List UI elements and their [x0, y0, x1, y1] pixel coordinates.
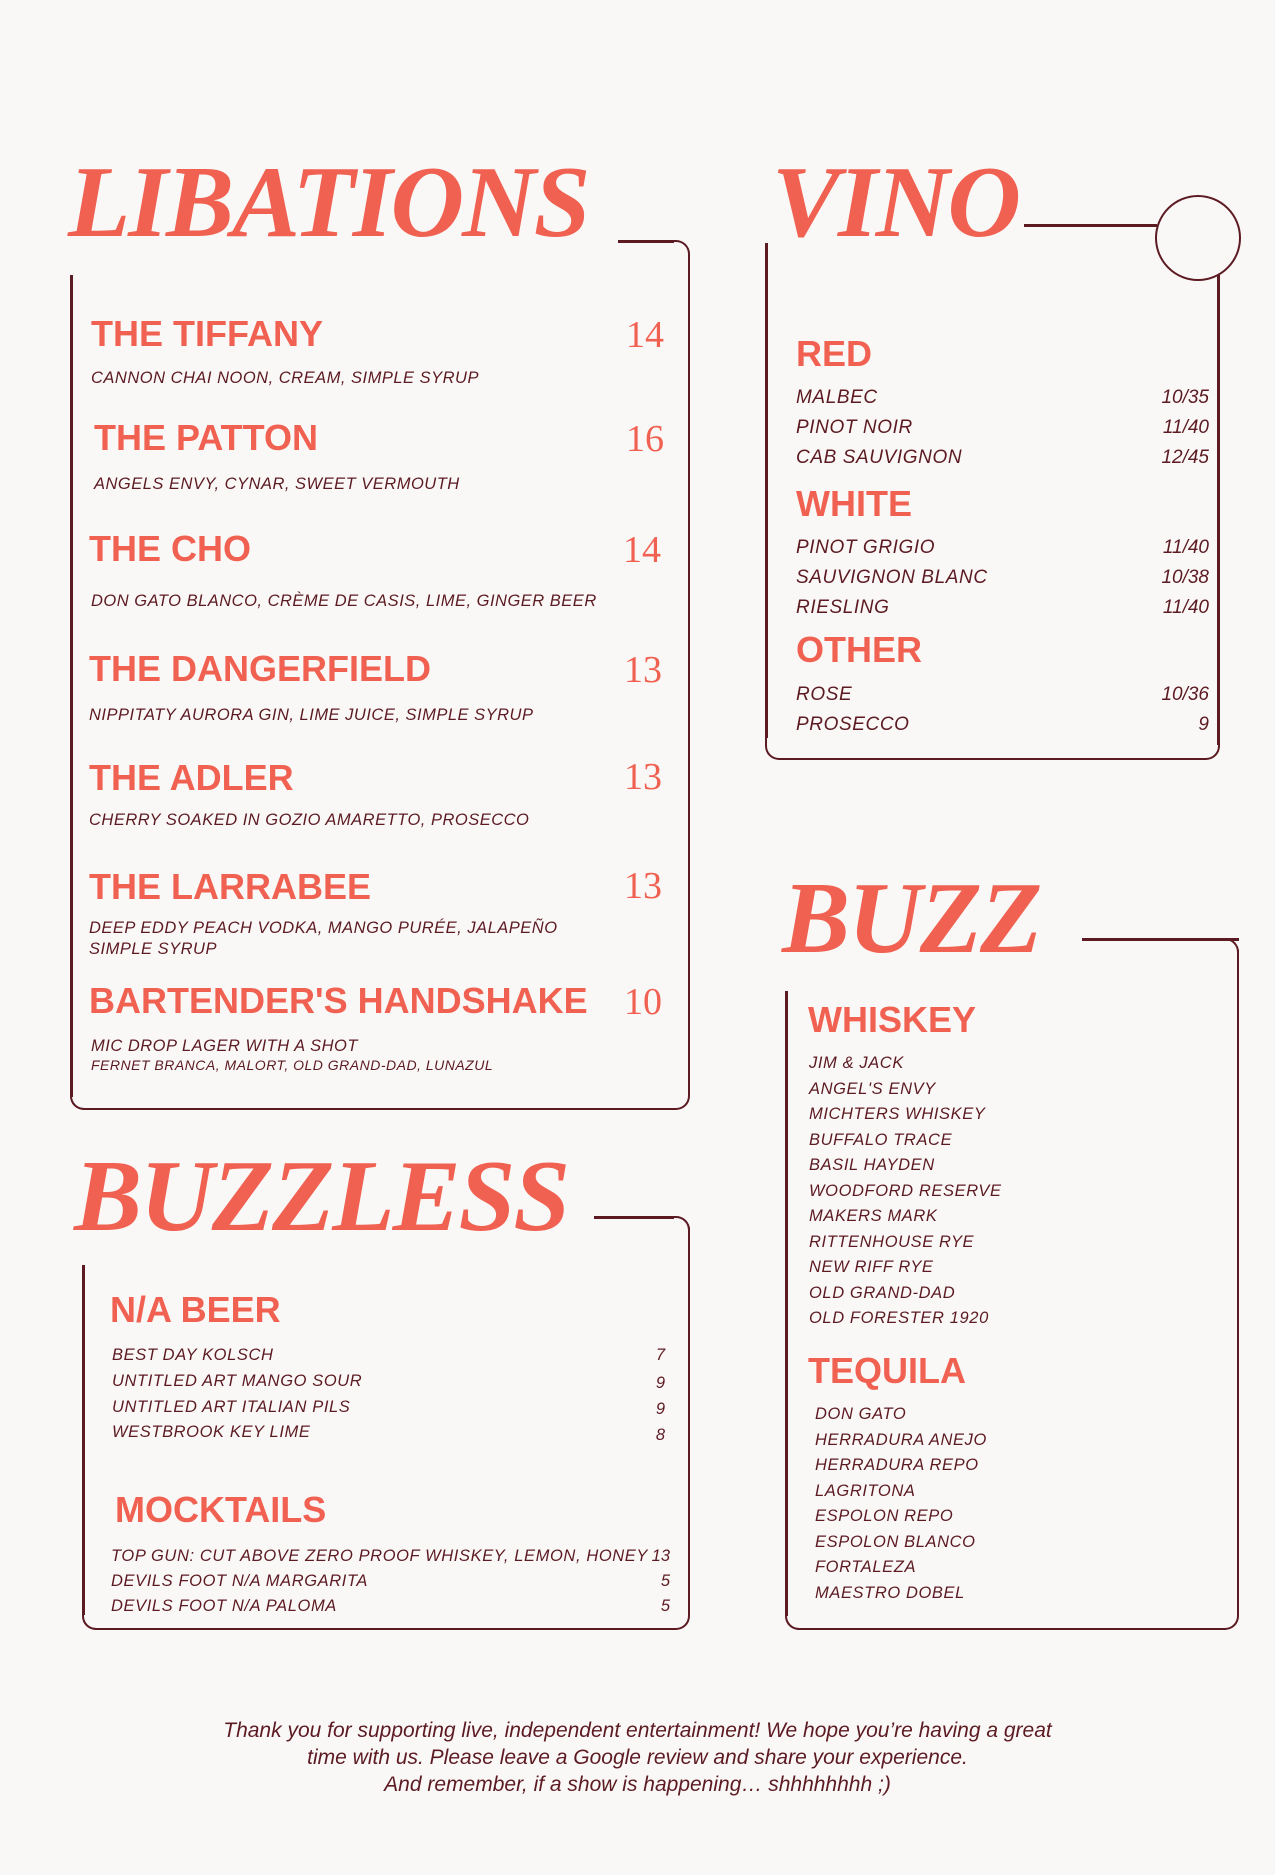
- mocktail-name: TOP GUN: CUT ABOVE ZERO PROOF WHISKEY, LEMON, HONEY: [111, 1547, 648, 1565]
- wine-name: PINOT NOIR: [796, 417, 913, 438]
- buzz-title: BUZZ: [782, 862, 1041, 975]
- na-beer-price: 8: [655, 1426, 665, 1444]
- cocktail-desc: ANGELS ENVY, CYNAR, SWEET VERMOUTH: [94, 475, 460, 493]
- tequila-heading: TEQUILA: [808, 1350, 966, 1391]
- vino-frame-top: [1024, 224, 1157, 227]
- whiskey-item: OLD FORESTER 1920: [809, 1309, 989, 1327]
- wine-price: 12/45: [1161, 447, 1209, 468]
- whiskey-item: MICHTERS WHISKEY: [809, 1105, 986, 1123]
- other-heading: OTHER: [796, 629, 922, 670]
- vino-frame-right: [1217, 275, 1220, 745]
- red-heading: RED: [796, 333, 873, 374]
- mocktails-heading: MOCKTAILS: [115, 1489, 327, 1530]
- whiskey-item: NEW RIFF RYE: [809, 1258, 934, 1276]
- libations-title: LIBATIONS: [68, 146, 589, 259]
- wine-name: SAUVIGNON BLANC: [796, 567, 988, 588]
- tequila-item: ESPOLON REPO: [815, 1507, 954, 1525]
- whiskey-item: WOODFORD RESERVE: [809, 1182, 1002, 1200]
- wine-price: 10/38: [1161, 567, 1209, 588]
- cocktail-price: 10: [624, 981, 662, 1023]
- cocktail-name: THE TIFFANY: [91, 313, 323, 354]
- mocktail-name: DEVILS FOOT N/A MARGARITA: [111, 1572, 369, 1590]
- wine-name: PINOT GRIGIO: [796, 537, 936, 558]
- vino-circle: [1155, 195, 1241, 281]
- cocktail-name: THE DANGERFIELD: [89, 648, 431, 689]
- na-beer-heading: N/A BEER: [110, 1289, 281, 1330]
- cocktail-price: 13: [624, 756, 662, 798]
- whiskey-item: MAKERS MARK: [809, 1207, 938, 1225]
- mocktail-price: 5: [660, 1572, 670, 1590]
- wine-price: 11/40: [1162, 417, 1209, 438]
- tequila-item: ESPOLON BLANCO: [815, 1533, 976, 1551]
- vino-title: VINO: [772, 146, 1020, 259]
- white-heading: WHITE: [796, 483, 912, 524]
- na-beer-name: UNTITLED ART MANGO SOUR: [112, 1372, 363, 1390]
- tequila-item: LAGRITONA: [815, 1482, 916, 1500]
- libations-frame-corner: [674, 240, 690, 256]
- cocktail-name: THE ADLER: [89, 757, 294, 798]
- mocktail-price: 5: [660, 1597, 670, 1615]
- footer-line-3: And remember, if a show is happening… shhhhhhhh ;): [384, 1773, 891, 1796]
- cocktail-name: THE LARRABEE: [89, 866, 372, 907]
- libations-frame-left: [70, 275, 73, 1097]
- tequila-item: DON GATO: [815, 1405, 907, 1423]
- tequila-item: HERRADURA ANEJO: [815, 1431, 987, 1449]
- footer-line-2: time with us. Please leave a Google review and share your experience.: [307, 1746, 968, 1769]
- cocktail-desc-line2: FERNET BRANCA, MALORT, OLD GRAND-DAD, LUNAZUL: [91, 1057, 494, 1073]
- buzzless-frame-bl: [82, 1614, 98, 1630]
- buzzless-frame-tr: [674, 1216, 690, 1232]
- wine-price: 11/40: [1162, 537, 1209, 558]
- buzzless-title: BUZZLESS: [74, 1140, 569, 1253]
- mocktail-name: DEVILS FOOT N/A PALOMA: [111, 1597, 337, 1615]
- whiskey-item: BUFFALO TRACE: [809, 1131, 953, 1149]
- na-beer-name: UNTITLED ART ITALIAN PILS: [112, 1398, 351, 1416]
- cocktail-price: 14: [626, 314, 664, 356]
- cocktail-price: 16: [626, 418, 664, 460]
- cocktail-name: THE CHO: [89, 528, 251, 569]
- cocktail-desc: CHERRY SOAKED IN GOZIO AMARETTO, PROSECCO: [89, 811, 530, 829]
- cocktail-desc: DEEP EDDY PEACH VODKA, MANGO PURÉE, JALAPEÑO: [89, 919, 558, 937]
- wine-price: 10/36: [1161, 684, 1209, 705]
- cocktail-name: THE PATTON: [94, 417, 318, 458]
- libations-frame-bl: [70, 1094, 86, 1110]
- cocktail-name: BARTENDER'S HANDSHAKE: [89, 980, 588, 1021]
- whiskey-item: BASIL HAYDEN: [809, 1156, 935, 1174]
- vino-frame-left: [765, 243, 768, 738]
- buzz-frame-bl: [785, 1614, 801, 1630]
- na-beer-name: BEST DAY KOLSCH: [112, 1346, 274, 1364]
- whiskey-heading: WHISKEY: [808, 999, 977, 1040]
- cocktail-price: 13: [624, 649, 662, 691]
- cocktail-desc: NIPPITATY AURORA GIN, LIME JUICE, SIMPLE SYRUP: [89, 706, 534, 724]
- tequila-item: MAESTRO DOBEL: [815, 1584, 965, 1602]
- cocktail-desc: MIC DROP LAGER WITH A SHOT: [91, 1037, 358, 1055]
- tequila-item: HERRADURA REPO: [815, 1456, 979, 1474]
- footer-message: [0, 1717, 1275, 1798]
- wine-name: ROSE: [796, 684, 853, 705]
- na-beer-price: 9: [655, 1374, 665, 1392]
- buzz-frame-top: [1082, 938, 1239, 941]
- cocktail-desc: CANNON CHAI NOON, CREAM, SIMPLE SYRUP: [91, 369, 479, 387]
- wine-name: RIESLING: [796, 597, 890, 618]
- footer-line-1: Thank you for supporting live, independent entertainment! We hope you’re having a great: [223, 1719, 1052, 1742]
- na-beer-price: 9: [655, 1400, 665, 1418]
- buzzless-frame-left: [82, 1265, 85, 1615]
- wine-name: PROSECCO: [796, 714, 910, 735]
- cocktail-price: 13: [624, 865, 662, 907]
- mocktail-price: 13: [651, 1547, 670, 1565]
- wine-name: MALBEC: [796, 387, 878, 408]
- cocktail-price: 14: [623, 529, 661, 571]
- whiskey-item: RITTENHOUSE RYE: [809, 1233, 975, 1251]
- tequila-item: FORTALEZA: [815, 1558, 917, 1576]
- whiskey-item: ANGEL'S ENVY: [809, 1080, 936, 1098]
- cocktail-desc-line2: SIMPLE SYRUP: [89, 940, 217, 958]
- whiskey-item: JIM & JACK: [809, 1054, 904, 1072]
- na-beer-price: 7: [655, 1346, 665, 1364]
- wine-name: CAB SAUVIGNON: [796, 447, 963, 468]
- buzz-frame-left: [785, 991, 788, 1616]
- whiskey-item: OLD GRAND-DAD: [809, 1284, 956, 1302]
- cocktail-desc: DON GATO BLANCO, CRÈME DE CASIS, LIME, GINGER BEER: [91, 592, 597, 610]
- wine-price: 9: [1198, 714, 1209, 735]
- libations-frame-top: [618, 240, 674, 243]
- na-beer-name: WESTBROOK KEY LIME: [112, 1423, 311, 1441]
- wine-price: 10/35: [1161, 387, 1209, 408]
- wine-price: 11/40: [1162, 597, 1209, 618]
